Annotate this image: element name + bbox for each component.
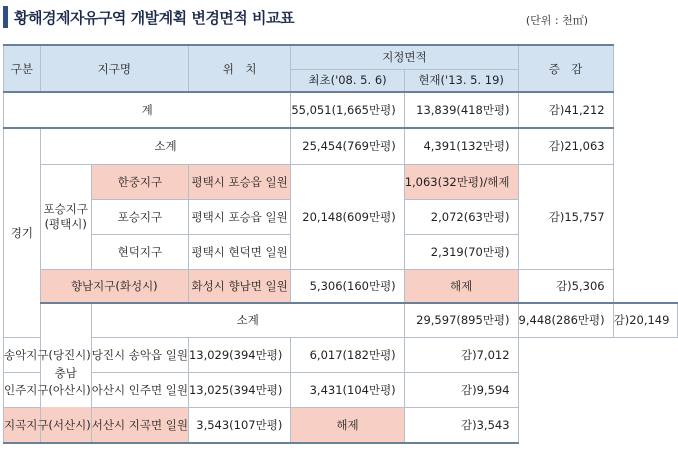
district-current: 2,072(63만평) <box>404 199 518 234</box>
table-row <box>4 164 678 199</box>
district-current: 해제 <box>404 269 518 303</box>
district-current: 3,431(104만평) <box>291 372 404 407</box>
district-initial: 13,025(394만평) <box>188 372 290 407</box>
gyeonggi-subtotal-initial: 25,454(769만평) <box>291 128 404 164</box>
district-name: 현덕지구 <box>91 234 188 269</box>
table-row <box>4 269 678 303</box>
district-name: 한중지구 <box>91 164 188 199</box>
gyeonggi-subtotal-row <box>4 128 678 164</box>
header-current: 현재('13. 5. 19) <box>404 69 518 92</box>
district-location: 평택시 현덕면 일원 <box>188 234 290 269</box>
chungnam-subtotal-row <box>4 303 678 337</box>
district-name: 포승지구 <box>91 199 188 234</box>
table-row <box>4 407 678 443</box>
total-row <box>4 92 678 128</box>
district-location: 평택시 포승읍 일원 <box>188 199 290 234</box>
district-current: 해제 <box>291 407 404 443</box>
gyeonggi-subtotal-current: 4,391(132만평) <box>404 128 518 164</box>
poseung-initial: 20,148(609만평) <box>291 164 404 269</box>
header-row-1 <box>4 45 678 69</box>
district-change: 감)9,594 <box>404 372 518 407</box>
district-initial: 13,029(394만평) <box>188 337 290 372</box>
total-current: 13,839(418만평) <box>404 92 518 128</box>
header-change: 증 감 <box>518 45 613 92</box>
chungnam-subtotal-current: 9,448(286만평) <box>518 303 613 337</box>
district-name: 송악지구(당진시) <box>4 337 92 372</box>
header-district: 지구명 <box>40 45 188 92</box>
unit-label: (단위 : 천㎡) <box>525 14 588 27</box>
table-row <box>4 372 678 407</box>
header-location: 위 치 <box>188 45 290 92</box>
district-name: 인주지구(아산시) <box>4 372 92 407</box>
district-change: 감)7,012 <box>404 337 518 372</box>
chungnam-label: 충남 <box>40 303 91 443</box>
total-change: 감)41,212 <box>518 92 613 128</box>
title-accent-bar <box>3 6 8 28</box>
poseung-change: 감)15,757 <box>518 164 613 269</box>
district-initial: 3,543(107만평) <box>188 407 290 443</box>
district-initial: 5,306(160만평) <box>291 269 404 303</box>
header-division: 구분 <box>4 45 41 92</box>
district-name: 지곡지구(서산시) <box>4 407 92 443</box>
total-label: 계 <box>4 92 291 128</box>
district-current: 6,017(182만평) <box>291 337 404 372</box>
area-comparison-table <box>3 44 678 444</box>
gyeonggi-subtotal-change: 감)21,063 <box>518 128 613 164</box>
chungnam-subtotal-change: 감)20,149 <box>613 303 678 337</box>
district-change: 감)5,306 <box>518 269 613 303</box>
district-location: 아산시 인주면 일원 <box>91 372 188 407</box>
gyeonggi-subtotal-label: 소계 <box>40 128 291 164</box>
district-location: 화성시 향남면 일원 <box>188 269 290 303</box>
district-location: 평택시 포승읍 일원 <box>188 164 290 199</box>
district-current: 2,319(70만평) <box>404 234 518 269</box>
poseung-group-label: 포승지구 (평택시) <box>40 164 91 269</box>
district-location: 서산시 지곡면 일원 <box>91 407 188 443</box>
gyeonggi-label: 경기 <box>4 128 41 337</box>
page-title: 황해경제자유구역 개발계획 변경면적 비교표 <box>14 9 294 27</box>
title-row <box>0 0 600 34</box>
district-location: 당진시 송악읍 일원 <box>91 337 188 372</box>
header-initial: 최초('08. 5. 6) <box>291 69 404 92</box>
total-initial: 55,051(1,665만평) <box>291 92 404 128</box>
district-name: 향남지구(화성시) <box>40 269 188 303</box>
district-current: 1,063(32만평)/해제 <box>404 164 518 199</box>
table-row <box>4 337 678 372</box>
header-designated-area: 지정면적 <box>291 45 518 69</box>
district-change: 감)3,543 <box>404 407 518 443</box>
chungnam-subtotal-label: 소계 <box>91 303 404 337</box>
chungnam-subtotal-initial: 29,597(895만평) <box>404 303 518 337</box>
